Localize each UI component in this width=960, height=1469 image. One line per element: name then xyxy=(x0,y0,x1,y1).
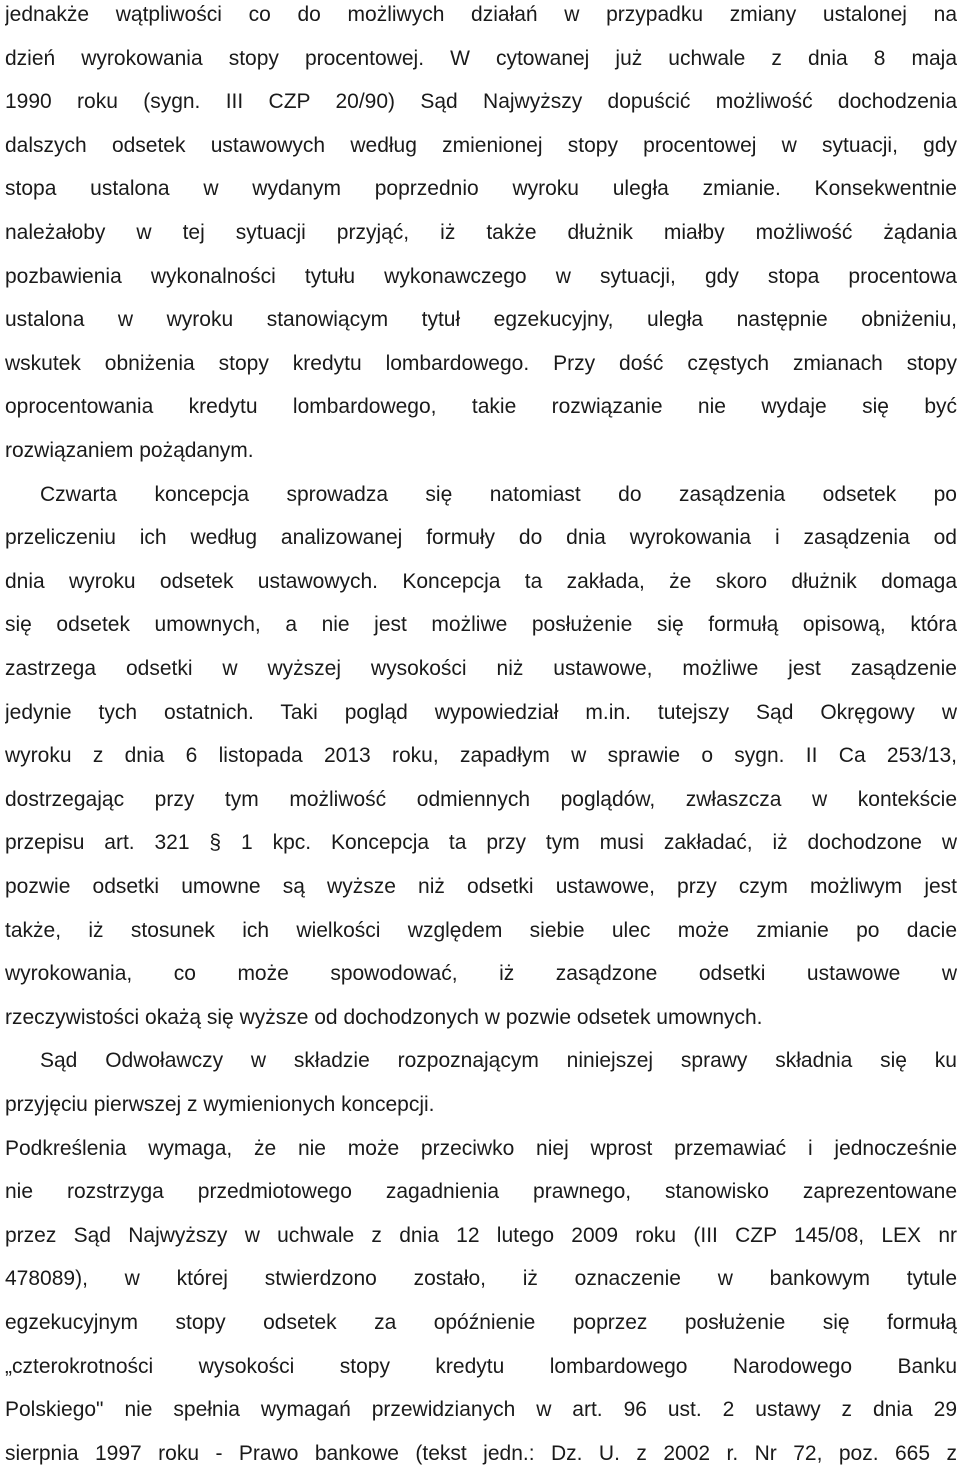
text-line: ustalona w wyroku stanowiącym tytuł egzekucyjny, uległa następnie obniżeniu, xyxy=(5,308,957,332)
text-line: dalszych odsetek ustawowych według zmienionej stopy procentowej w sytuacji, gdy xyxy=(5,133,957,157)
text-line: sierpnia 1997 roku - Prawo bankowe (tekst jedn.: Dz. U. z 2002 r. Nr 72, poz. 665 z xyxy=(5,1441,957,1465)
text-line: rzeczywistości okażą się wyższe od dochodzonych w pozwie odsetek umownych. xyxy=(5,1005,763,1029)
text-line: Czwarta koncepcja sprowadza się natomiast do zasądzenia odsetek po xyxy=(40,482,957,506)
text-line: Sąd Odwoławczy w składzie rozpoznającym niniejszej sprawy składnia się ku xyxy=(40,1049,957,1073)
text-line: pozwie odsetki umowne są wyższe niż odsetki ustawowe, przy czym możliwym jest xyxy=(5,875,957,898)
text-line: także, iż stosunek ich wielkości względem siebie ulec może zmianie po dacie xyxy=(5,918,957,942)
text-line: wyrokowania, co może spowodować, iż zasądzone odsetki ustawowe w xyxy=(5,962,957,986)
text-line: należałoby w tej sytuacji przyjąć, iż także dłużnik miałby możliwość żądania xyxy=(5,221,957,244)
text-line: przeliczeniu ich według analizowanej formuły do dnia wyrokowania i zasądzenia od xyxy=(5,526,957,550)
text-line: jedynie tych ostatnich. Taki pogląd wypowiedział m.in. tutejszy Sąd Okręgowy w xyxy=(5,700,957,724)
text-line: oprocentowania kredytu lombardowego, takie rozwiązanie nie wydaje się być xyxy=(5,395,957,419)
text-line: się odsetek umownych, a nie jest możliwe posłużenie się formułą opisową, która xyxy=(5,613,957,637)
text-line: „czterokrotności wysokości stopy kredytu lombardowego Narodowego Banku xyxy=(5,1354,957,1378)
text-line: dnia wyroku odsetek ustawowych. Koncepcja ta zakłada, że skoro dłużnik domaga xyxy=(5,569,957,593)
text-line: jednakże wątpliwości co do możliwych działań w przypadku zmiany ustalonej na xyxy=(5,3,957,26)
text-line: rozwiązaniem pożądanym. xyxy=(5,439,254,462)
text-line: 478089), w której stwierdzono zostało, iż oznaczenie w bankowym tytule xyxy=(5,1267,957,1291)
text-line: przepisu art. 321 § 1 kpc. Koncepcja ta przy tym musi zakładać, iż dochodzone w xyxy=(5,831,957,855)
text-line: przyjęciu pierwszej z wymienionych koncepcji. xyxy=(5,1093,435,1116)
text-line: wskutek obniżenia stopy kredytu lombardowego. Przy dość częstych zmianach stopy xyxy=(5,351,957,375)
text-line: dzień wyrokowania stopy procentowej. W cytowanej już uchwale z dnia 8 maja xyxy=(5,46,957,70)
text-line: zastrzega odsetki w wyższej wysokości niż ustawowe, możliwe jest zasądzenie xyxy=(5,657,957,680)
text-line: Podkreślenia wymaga, że nie może przeciwko niej wprost przemawiać i jednocześnie xyxy=(5,1136,957,1160)
text-line: Polskiego" nie spełnia wymagań przewidzianych w art. 96 ust. 2 ustawy z dnia 29 xyxy=(5,1398,957,1422)
text-line: wyroku z dnia 6 listopada 2013 roku, zapadłym w sprawie o sygn. II Ca 253/13, xyxy=(5,744,957,768)
text-line: pozbawienia wykonalności tytułu wykonawczego w sytuacji, gdy stopa procentowa xyxy=(5,264,957,288)
text-line: stopa ustalona w wydanym poprzednio wyroku uległa zmianie. Konsekwentnie xyxy=(5,177,957,201)
text-line: przez Sąd Najwyższy w uchwale z dnia 12 lutego 2009 roku (III CZP 145/08, LEX nr xyxy=(5,1223,957,1247)
text-line: 1990 roku (sygn. III CZP 20/90) Sąd Najwyższy dopuścić możliwość dochodzenia xyxy=(5,90,957,114)
text-line: nie rozstrzyga przedmiotowego zagadnienia prawnego, stanowisko zaprezentowane xyxy=(5,1180,957,1204)
text-line: dostrzegając przy tym możliwość odmiennych poglądów, zwłaszcza w kontekście xyxy=(5,787,957,811)
text-line: egzekucyjnym stopy odsetek za opóźnienie poprzez posłużenie się formułą xyxy=(5,1311,957,1334)
